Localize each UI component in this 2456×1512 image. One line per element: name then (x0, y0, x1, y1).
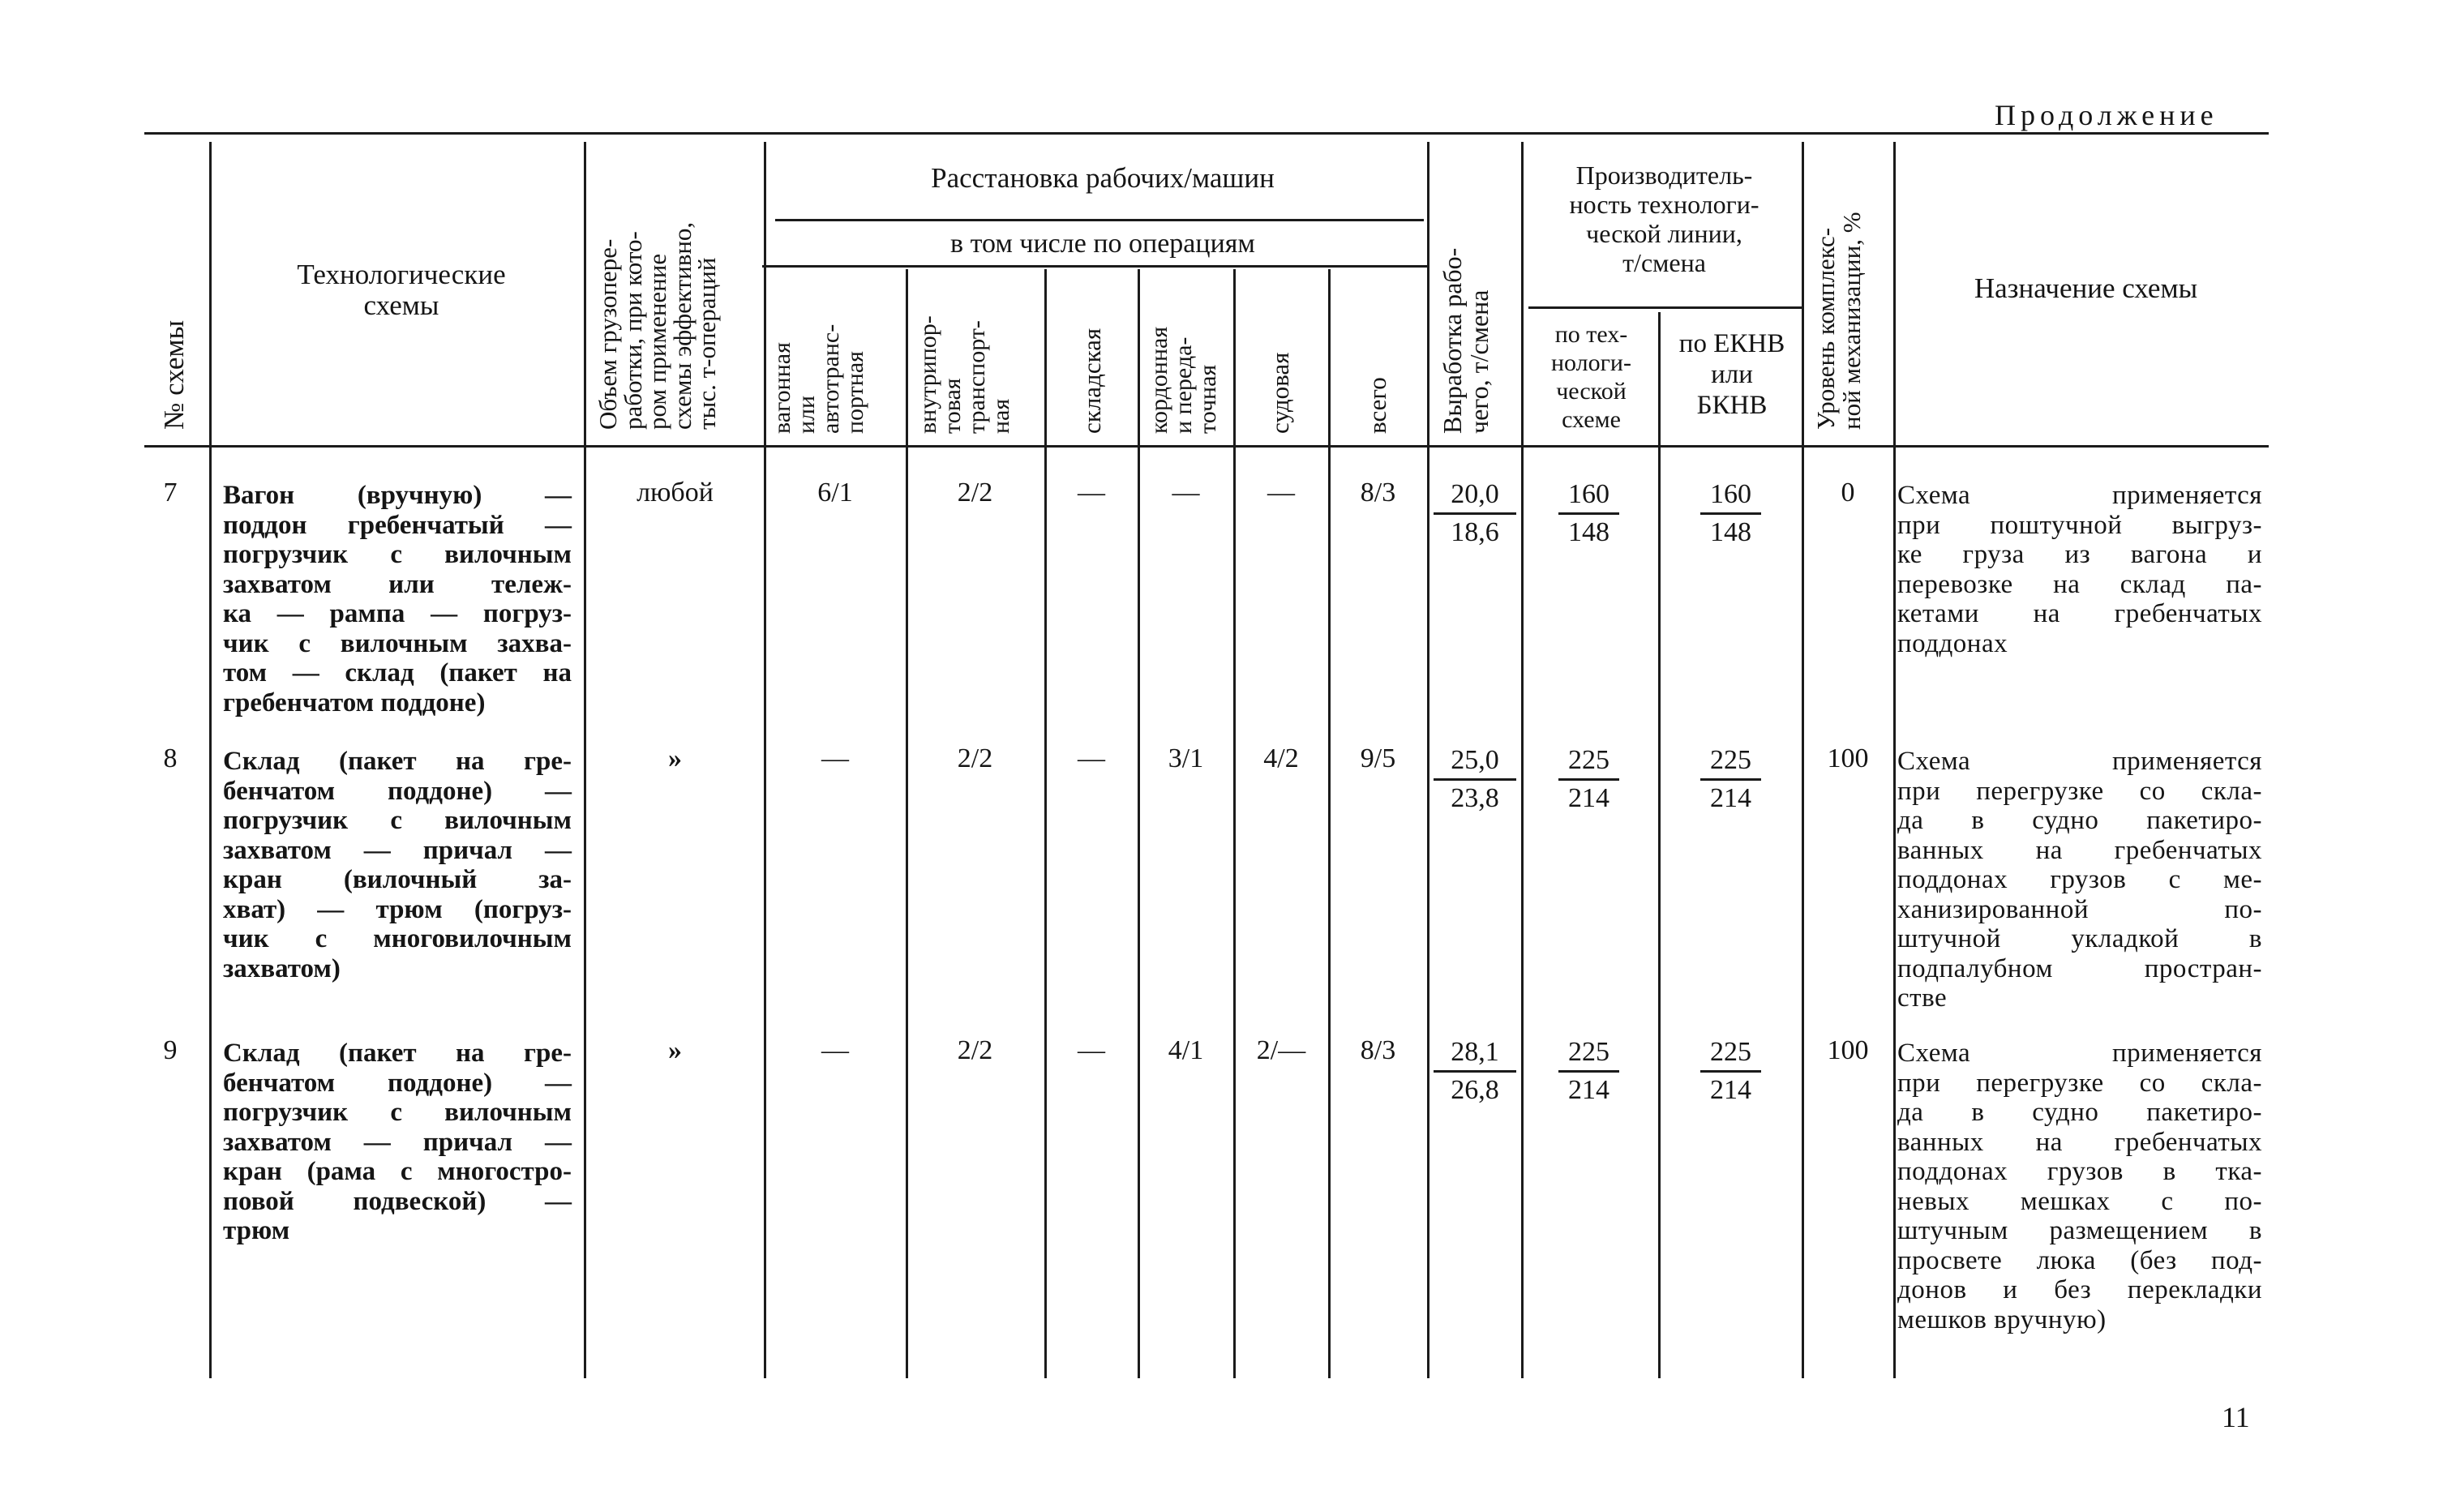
fraction-denominator: 18,6 (1451, 517, 1499, 547)
purpose-line: да в судно пакетиро- (1897, 806, 2262, 835)
op-cordon-cell: 4/1 (1168, 1035, 1204, 1065)
op-ship-cell: 4/2 (1263, 743, 1299, 773)
header-schemes: Технологические схемы (297, 259, 506, 321)
scheme-line: трюм (223, 1216, 290, 1245)
purpose-line: поддонах грузов в тка- (1897, 1157, 2262, 1186)
header-placement: Расстановка рабочих/машин (931, 162, 1275, 194)
op-internal-cell: 2/2 (957, 743, 993, 773)
scheme-line: поддон гребенчатый — (223, 510, 572, 540)
purpose-line: ке груза из вагона и (1897, 540, 2262, 569)
header-by-tech: по тех- нологи- ческой схеме (1551, 321, 1631, 433)
op-wagon-cell: — (821, 1035, 849, 1065)
scheme-line: погрузчик с вилочным (223, 806, 572, 835)
purpose-line: ванных на гребенчатых (1897, 1127, 2262, 1157)
header-mech-level-line: Уровень комплекс- (1811, 227, 1840, 430)
purpose-line: мешков вручную) (1897, 1304, 2107, 1334)
scheme-text (223, 747, 572, 983)
header-mech-level (1813, 212, 1865, 430)
op-wagon-cell: 6/1 (817, 478, 853, 508)
page-number: 11 (2222, 1401, 2250, 1433)
column-rule (1328, 269, 1331, 1378)
purpose-line: при поштучной выгруз- (1897, 510, 2262, 540)
column-rule (1658, 312, 1661, 1378)
fraction-numerator: 225 (1558, 744, 1619, 781)
output-fraction (1434, 744, 1516, 815)
purpose-line: ханизированной по- (1897, 894, 2262, 924)
header-op-internal (916, 315, 1014, 434)
header-bottom-rule (144, 445, 2269, 448)
op-warehouse-cell: — (1078, 478, 1105, 508)
purpose-line: Схема применяется (1897, 481, 2262, 510)
scheme-line: захватом) (223, 953, 341, 983)
op-internal-cell: 2/2 (957, 1035, 993, 1065)
fraction-numerator: 28,1 (1434, 1036, 1516, 1073)
scheme-line: чик с вилочным захва- (223, 628, 572, 658)
ekhv-fraction (1700, 478, 1761, 549)
scheme-text (223, 481, 572, 717)
purpose-line: просвете люка (без под- (1897, 1245, 2262, 1275)
header-op-internal-line: внутрипор- (915, 315, 941, 434)
purpose-line: стве (1897, 983, 1948, 1013)
productivity-rule (1528, 306, 1804, 309)
purpose-line: поддонах грузов с ме- (1897, 865, 2262, 894)
op-warehouse-cell: — (1078, 743, 1105, 773)
scheme-line: захватом — причал — (223, 835, 572, 865)
purpose-line: Схема применяется (1897, 747, 2262, 776)
scheme-line: бенчатом поддоне) — (223, 1068, 572, 1098)
fraction-numerator: 225 (1558, 1036, 1619, 1073)
header-op-cordon-line: кордонная (1146, 326, 1172, 434)
header-op-wagon-line: или (793, 395, 820, 434)
output-fraction (1434, 478, 1516, 549)
header-volume-line: схемы эффективно, (667, 221, 697, 430)
scheme-line: том — склад (пакет на (223, 658, 572, 687)
op-wagon-cell: — (821, 743, 849, 773)
scheme-line: кран (вилочный за- (223, 865, 572, 894)
purpose-line: поддонах (1897, 628, 2008, 658)
scheme-line: погрузчик с вилочным (223, 1098, 572, 1127)
mech-level-cell: 100 (1827, 1035, 1869, 1065)
purpose-line: штучным размещением в (1897, 1216, 2262, 1245)
header-op-internal-line: товая (939, 378, 966, 434)
continuation-label: Продолжение (1995, 99, 2218, 131)
header-by-ekhv: по ЕКНВ или БКНВ (1678, 329, 1785, 420)
header-no: № схемы (158, 319, 190, 430)
placement-rule (775, 219, 1424, 221)
header-op-wagon-line: вагонная (769, 342, 795, 434)
tech-fraction (1558, 478, 1619, 549)
header-op-internal-line: ная (988, 398, 1014, 434)
purpose-text (1897, 1039, 2262, 1334)
header-mech-level-line: ной механизации, % (1837, 212, 1866, 430)
purpose-line: подпалубном прострaн- (1897, 953, 2262, 983)
fraction-denominator: 214 (1568, 1075, 1609, 1105)
header-volume-line: тыс. т-операций (692, 257, 721, 430)
table-top-rule (144, 132, 2269, 135)
op-total-cell: 8/3 (1360, 478, 1396, 508)
scheme-line: Склад (пакет на гре- (223, 1039, 572, 1068)
header-purpose: Назначение схемы (1974, 272, 2198, 304)
header-volume-line: Объем грузопере- (594, 238, 622, 430)
scheme-line: бенчатом поддоне) — (223, 776, 572, 806)
fraction-numerator: 160 (1700, 478, 1761, 515)
header-volume-line: работки, при кото- (618, 231, 647, 430)
column-rule (584, 142, 586, 1378)
column-rule (1044, 269, 1047, 1378)
op-internal-cell: 2/2 (957, 478, 993, 508)
output-fraction (1434, 1036, 1516, 1107)
scheme-line: Склад (пакет на гре- (223, 747, 572, 776)
header-op-ship: судовая (1266, 352, 1294, 434)
fraction-denominator: 214 (1710, 783, 1751, 813)
fraction-denominator: 148 (1710, 517, 1751, 547)
fraction-numerator: 25,0 (1434, 744, 1516, 781)
op-total-cell: 9/5 (1360, 743, 1396, 773)
scheme-text (223, 1039, 572, 1246)
header-productivity: Производитель- ность технологи- ческой линии, т/смена (1569, 161, 1759, 277)
including-rule (762, 265, 1427, 268)
header-op-cordon (1147, 327, 1220, 434)
ekhv-fraction (1700, 744, 1761, 815)
scheme-line: чик с многовилочным (223, 924, 572, 953)
op-warehouse-cell: — (1078, 1035, 1105, 1065)
purpose-line: донов и без перекладки (1897, 1275, 2262, 1304)
purpose-line: Схема применяется (1897, 1039, 2262, 1068)
scheme-line: ка — рампа — погруз- (223, 599, 572, 628)
scheme-line: захватом — причал — (223, 1127, 572, 1157)
op-cordon-cell: — (1172, 478, 1200, 508)
header-op-wagon-line: автотранс- (817, 323, 844, 434)
row-number: 7 (163, 478, 178, 508)
scheme-line: кран (рама с многостро- (223, 1157, 572, 1186)
header-op-cordon-line: точная (1194, 364, 1221, 434)
header-op-cordon-line: и переда- (1170, 336, 1197, 434)
header-op-wagon-line: портная (842, 351, 868, 434)
fraction-denominator: 214 (1710, 1075, 1751, 1105)
scheme-line: захватом или тележ- (223, 569, 572, 599)
purpose-line: кетами на гребенчатых (1897, 599, 2262, 628)
purpose-line: при перегрузке со скла- (1897, 776, 2262, 806)
header-output-line: чего, т/смена (1464, 289, 1494, 434)
purpose-text (1897, 481, 2262, 658)
ekhv-fraction (1700, 1036, 1761, 1107)
header-op-wagon (770, 324, 868, 434)
fraction-numerator: 225 (1700, 744, 1761, 781)
column-rule (1233, 269, 1236, 1378)
column-rule (1893, 142, 1896, 1378)
header-volume-line: ром применение (643, 253, 671, 430)
header-op-total: всего (1363, 377, 1391, 434)
mech-level-cell: 0 (1841, 478, 1855, 508)
scheme-line: гребенчатом поддоне) (223, 687, 486, 717)
header-op-warehouse: складская (1078, 328, 1106, 434)
op-total-cell: 8/3 (1360, 1035, 1396, 1065)
tech-fraction (1558, 1036, 1619, 1107)
fraction-denominator: 214 (1568, 783, 1609, 813)
fraction-denominator: 23,8 (1451, 783, 1499, 813)
column-rule (1427, 142, 1429, 1378)
volume-cell: любой (637, 478, 714, 508)
purpose-line: невых мешках с по- (1897, 1186, 2262, 1216)
fraction-numerator: 160 (1558, 478, 1619, 515)
op-ship-cell: — (1267, 478, 1295, 508)
purpose-text (1897, 747, 2262, 1013)
column-rule (209, 142, 212, 1378)
fraction-numerator: 20,0 (1434, 478, 1516, 515)
scheme-line: погрузчик с вилочным (223, 540, 572, 569)
scheme-line: хват) — трюм (погруз- (223, 894, 572, 924)
fraction-denominator: 148 (1568, 517, 1609, 547)
column-rule (1138, 269, 1140, 1378)
purpose-line: штучной укладкой в (1897, 924, 2262, 953)
op-ship-cell: 2/— (1256, 1035, 1306, 1065)
volume-cell: » (668, 743, 682, 773)
tech-fraction (1558, 744, 1619, 815)
column-rule (906, 269, 908, 1378)
column-rule (1521, 142, 1524, 1378)
volume-cell: » (668, 1035, 682, 1065)
header-output (1439, 248, 1493, 434)
op-cordon-cell: 3/1 (1168, 743, 1204, 773)
header-including: в том числе по операциям (950, 229, 1255, 259)
purpose-line: да в судно пакетиро- (1897, 1098, 2262, 1127)
header-output-line: Выработка рабо- (1438, 247, 1467, 434)
row-number: 9 (163, 1035, 178, 1065)
header-op-internal-line: транспорт- (963, 320, 990, 434)
purpose-line: перевозке на склад па- (1897, 569, 2262, 599)
fraction-numerator: 225 (1700, 1036, 1761, 1073)
scheme-line: повой подвеской) — (223, 1186, 572, 1216)
purpose-line: при перегрузке со скла- (1897, 1068, 2262, 1098)
fraction-denominator: 26,8 (1451, 1075, 1499, 1105)
scheme-line: Вагон (вручную) — (223, 481, 572, 510)
header-volume (596, 222, 720, 430)
purpose-line: ванных на гребенчатых (1897, 835, 2262, 865)
mech-level-cell: 100 (1827, 743, 1869, 773)
row-number: 8 (163, 743, 178, 773)
